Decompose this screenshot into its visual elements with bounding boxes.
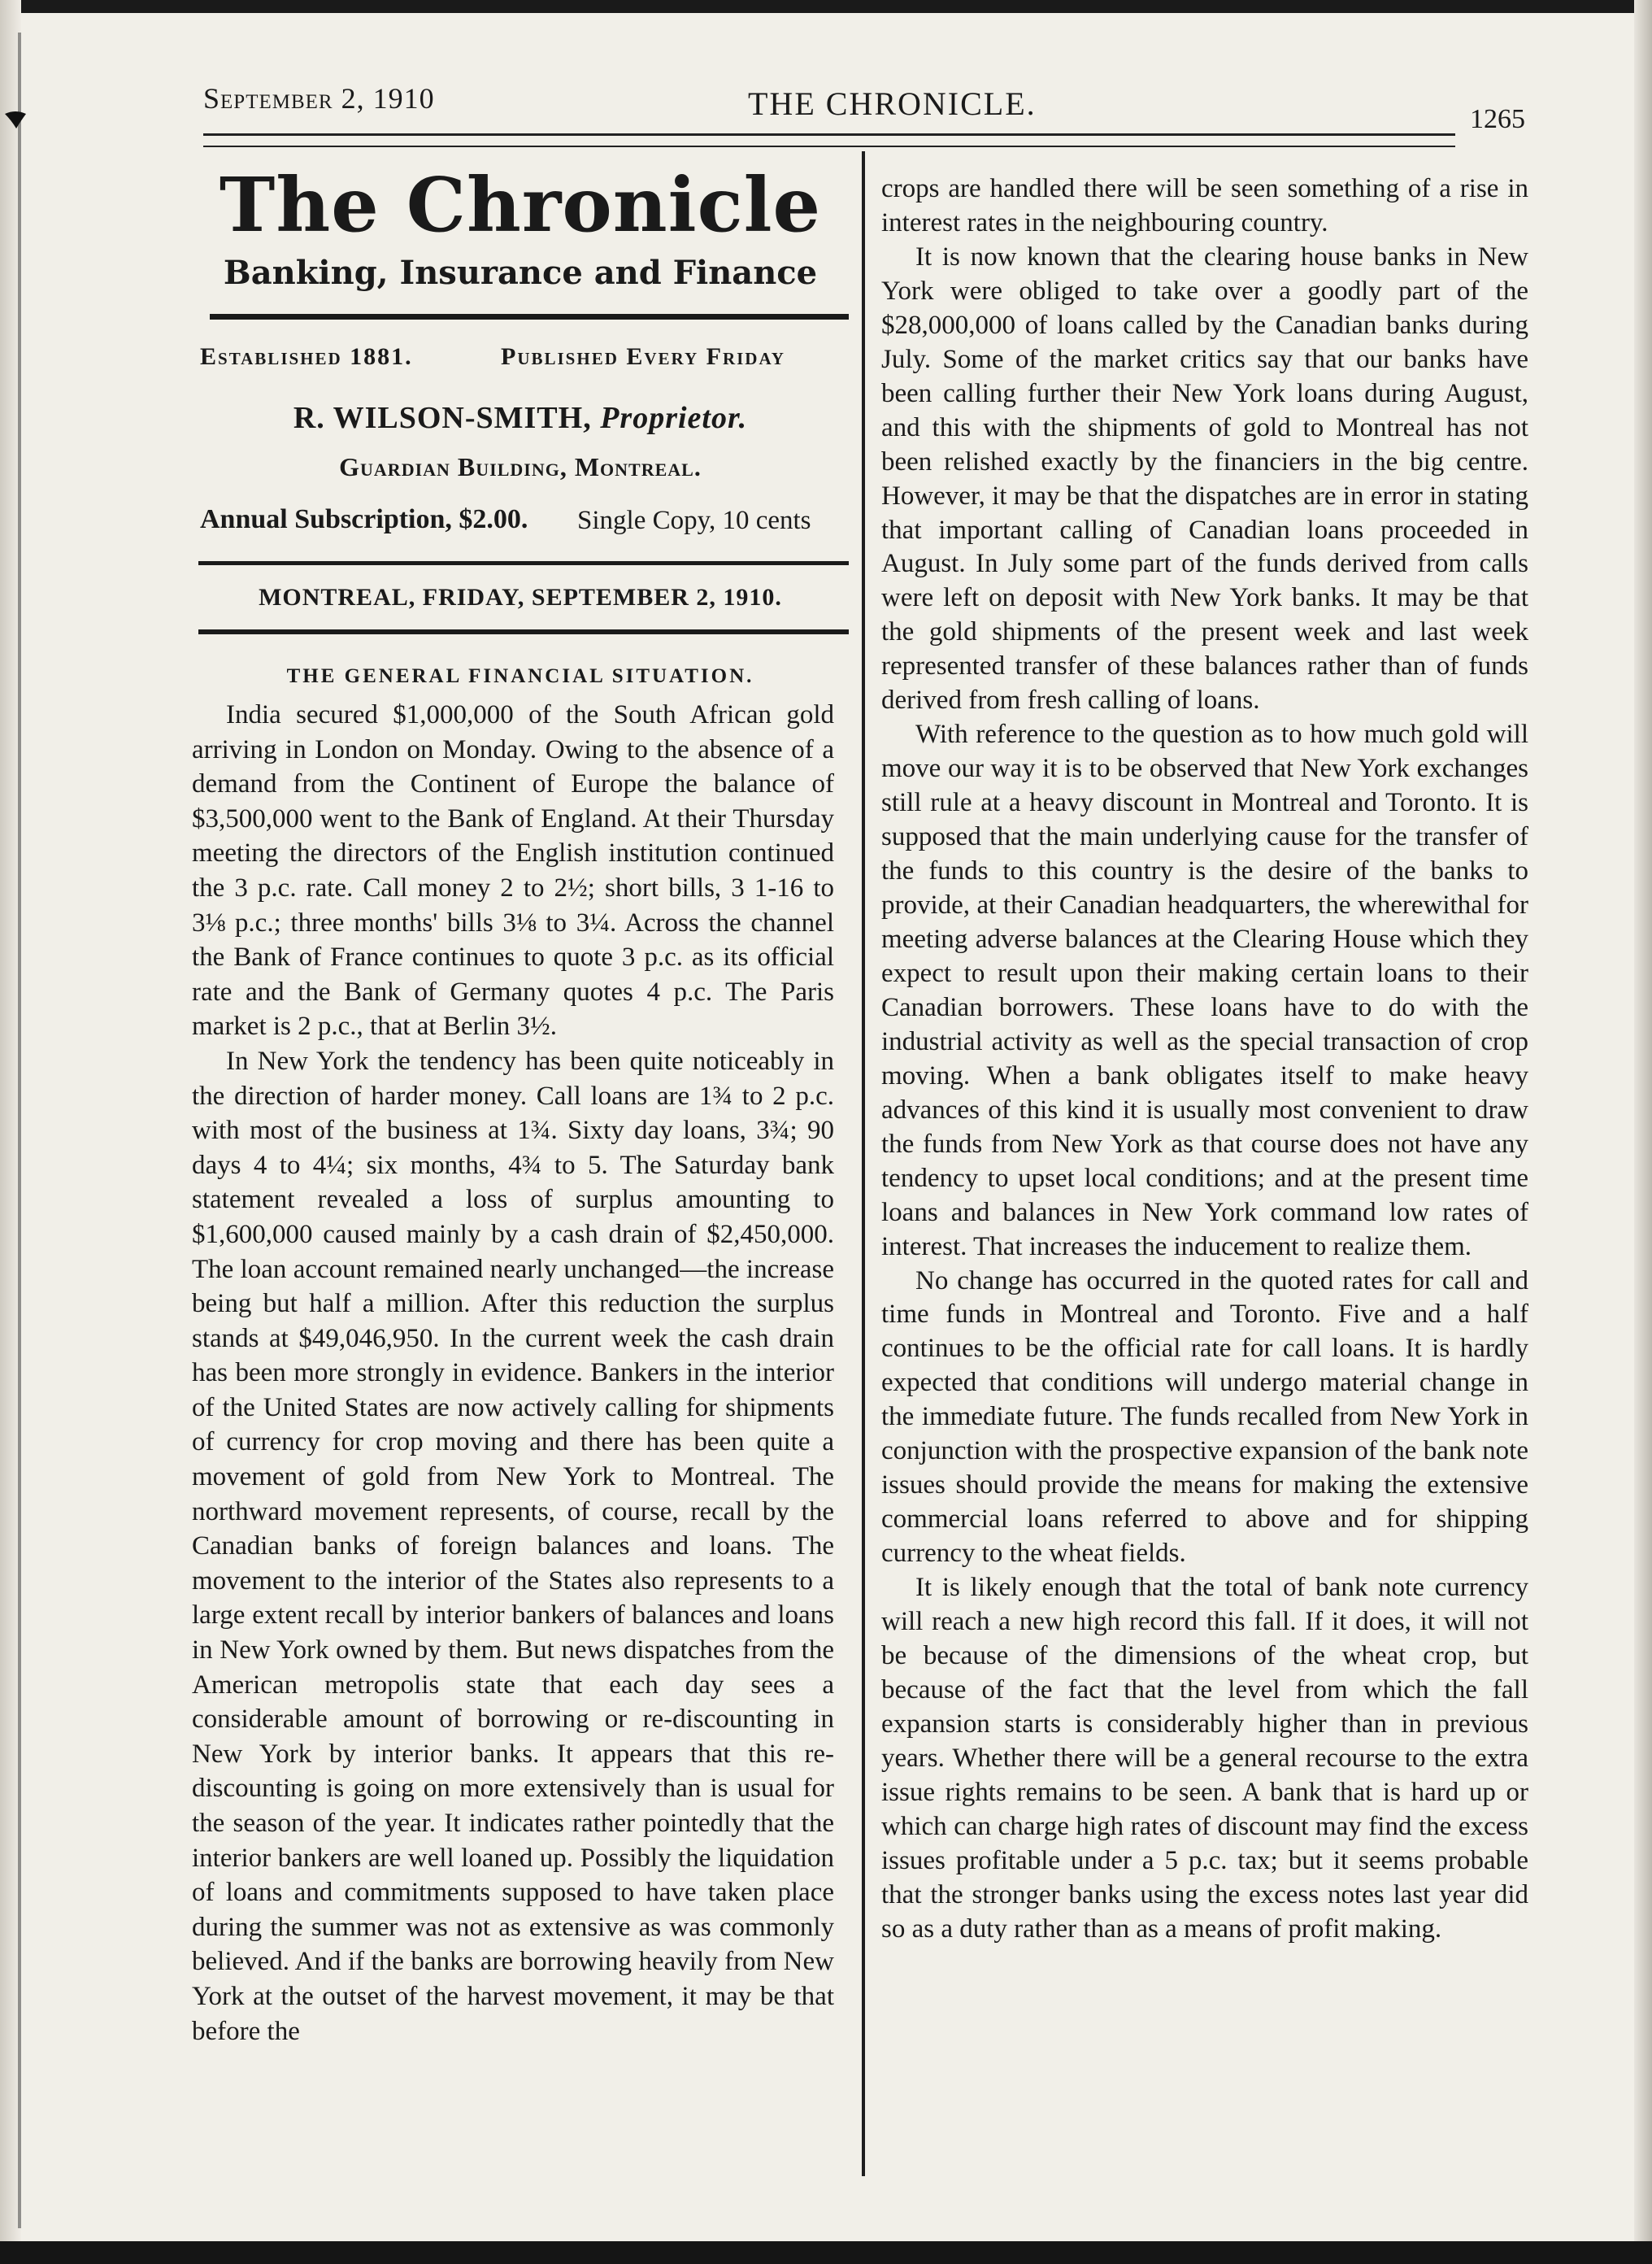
scan-border-bottom — [0, 2241, 1652, 2264]
article-paragraph-continued: crops are handled there will be seen something of a rise in interest rates in the neighbouring country. — [881, 174, 1528, 237]
article-column-left — [192, 698, 834, 2048]
article-heading: THE GENERAL FINANCIAL SITUATION. — [286, 665, 754, 687]
page-number: 1265 — [1470, 104, 1525, 134]
article-paragraph: India secured $1,000,000 of the South African gold arriving in London on Monday. Owing to the absence of a demand from the Continent of Europe the balance of $3,500,000 went to the Bank of England. At their Thursday meeting the directors of the English institution continued the 3 p.c. rate. Call money 2 to 2½; short bills, 3 1-16 to 3⅛ p.c.; three months' bills 3⅛ to 3¼. Across the channel the Bank of France continues to quote 3 p.c. as its official rate and the Bank of Germany quotes 4 p.c. The Paris market is 2 p.c., that at Berlin 3½. — [192, 700, 834, 1042]
proprietor-name: R. WILSON-SMITH, — [293, 401, 592, 435]
masthead-title: The Chronicle — [219, 161, 822, 249]
dateline-rule-top — [198, 561, 849, 565]
masthead-rule — [210, 314, 849, 320]
article-paragraph: It is likely enough that the total of bank note currency will reach a new high record this fall. If it does, it will not be because of the dimensions of the wheat crop, but because of the fact that the level from which the fall expansion starts is considerably higher than in previous years. Whether there will be a general recourse to the extra issue rights remains to be seen. A bank that is hard up or which can charge high rates of discount may find the excess issues profitable under a 5 p.c. tax; but it seems probable that the stronger banks using the excess notes last year did so as a duty rather than as a means of profit making. — [881, 1573, 1528, 1944]
proprietor-role: Proprietor. — [600, 401, 748, 435]
punch-hole-mark — [3, 109, 28, 130]
running-head-date: September 2, 1910 — [203, 82, 435, 115]
address-line: Guardian Building, Montreal. — [339, 452, 702, 481]
article-column-right — [881, 172, 1528, 1947]
single-copy-price: Single Copy, 10 cents — [577, 506, 811, 535]
masthead-subtitle: Banking, Insurance and Finance — [223, 254, 818, 292]
article-paragraph: It is now known that the clearing house banks in New York were obliged to take over a goodly part of the $28,000,000 of loans called by the Canadian banks during July. Some of the market critics say that our banks have been calling further their New York loans during August, and this with the shipments of gold to Montreal has not been relished exactly by the financiers in the big centre. However, it may be that the dispatches are in error in stating that important calling of Canadian loans proceeded in August. In July some part of the funds derived from calls were left on deposit with New York banks. It may be that the gold shipments of the present week and last week represented transfer of these balances rather than of funds derived from fresh calling of loans. — [881, 242, 1528, 716]
dateline-rule-bottom — [198, 629, 849, 634]
published-line: Published Every Friday — [501, 343, 785, 370]
article-paragraph: In New York the tendency has been quite noticeably in the direction of harder money. Call loans are 1¾ to 2 p.c. with most of the business at 1¾. Sixty day loans, 3¾; 90 days 4 to 4¼; six months, 4¾ to 5. The Saturday bank statement revealed a loss of surplus amounting to $1,600,000 caused mainly by a cash drain of $2,450,000. The loan account remained nearly unchanged—the increase being but half a million. After this reduction the surplus stands at $49,046,950. In the current week the cash drain has been more strongly in evidence. Bankers in the interior of the United States are now actively calling for shipments of currency for crop moving and there has been quite a movement of gold from New York to Montreal. The northward movement represents, of course, recall by the Canadian banks of foreign balances and loans. The movement to the interior of the States also represents to a large extent recall by interior bankers of balances and loans in New York owned by them. But news dispatches from the American metropolis state that each day sees a considerable amount of borrowing or re-discounting in New York by interior banks. It appears that this re-discounting is going on more extensively than is usual for the season of the year. It indicates rather pointedly that the interior bankers are well loaned up. Possibly the liquidation of loans and commitments supposed to have taken place during the summer was not as extensive as was commonly believed. And if the banks are borrowing heavily from New York at the outset of the harvest movement, it may be that before the — [192, 1046, 834, 2046]
scan-border-right — [1634, 0, 1652, 2264]
scan-border-top — [0, 0, 1652, 13]
scan-binding-line — [18, 33, 21, 2228]
subscription-price: Annual Subscription, $2.00. — [200, 504, 528, 534]
column-divider — [862, 151, 865, 2176]
dateline: MONTREAL, FRIDAY, SEPTEMBER 2, 1910. — [259, 584, 782, 611]
proprietor-line — [203, 400, 837, 436]
article-paragraph: No change has occurred in the quoted rates for call and time funds in Montreal and Toronto. Five and a half continues to be the official rate for call loans. It is hardly expected that conditions will undergo material change in the immediate future. The funds recalled from New York in conjunction with the prospective expansion of the bank note issues should provide the means for making the extensive commercial loans referred to above and for shipping currency to the wheat fields. — [881, 1265, 1528, 1569]
established-line: Established 1881. — [200, 343, 413, 370]
running-head-title: THE CHRONICLE. — [748, 85, 1037, 122]
header-double-rule — [203, 133, 1455, 147]
article-paragraph: With reference to the question as to how much gold will move our way it is to be observed that New York exchanges still rule at a heavy discount in Montreal and Toronto. It is supposed that the main underlying cause for the transfer of the funds to this country is the desire of the banks to provide, at their Canadian headquarters, the wherewithal for meeting adverse balances at the Clearing House which they expect to result upon their making certain loans to their Canadian borrowers. These loans have to do with the industrial activity as well as the special transaction of crop moving. When a bank obligates itself to make heavy advances of this kind it is usually most convenient to draw the funds from New York as that course does not have any tendency to upset local conditions; and at the present time loans and balances in New York command low rates of interest. That increases the inducement to realize them. — [881, 720, 1528, 1261]
